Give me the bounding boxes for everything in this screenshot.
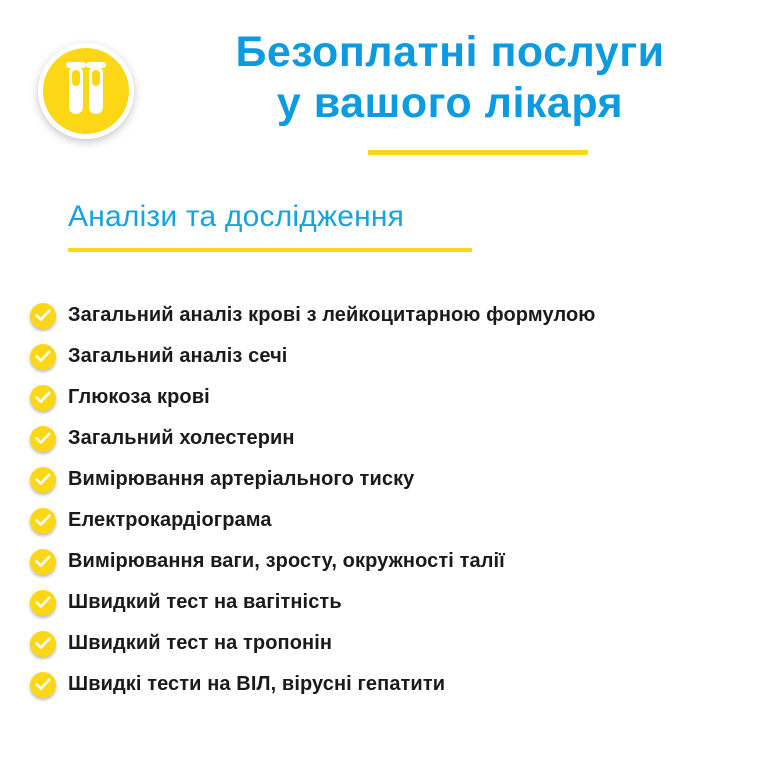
check-circle-icon xyxy=(30,426,56,452)
list-item xyxy=(30,336,745,377)
test-tubes-icon xyxy=(43,48,129,134)
list-item xyxy=(30,623,745,664)
check-circle-icon xyxy=(30,303,56,329)
list-item-label: Вимірювання ваги, зросту, окружності талії xyxy=(68,550,505,572)
check-circle-icon xyxy=(30,590,56,616)
title-line-2: у вашого лікаря xyxy=(276,79,624,128)
list-item-label: Швидкий тест на вагітність xyxy=(68,591,342,613)
list-item xyxy=(30,582,745,623)
title-line-1: Безоплатні послуги xyxy=(235,28,665,76)
check-circle-icon xyxy=(30,508,56,534)
section-title: Аналізи та дослідження xyxy=(68,200,405,233)
title-underline xyxy=(368,150,588,155)
list-item-label: Загальний аналіз сечі xyxy=(68,345,288,367)
list-item xyxy=(30,377,745,418)
list-item-label: Електрокардіограма xyxy=(68,509,272,531)
check-circle-icon xyxy=(30,385,56,411)
list-item-label: Загальний холестерин xyxy=(68,427,295,449)
page-title xyxy=(150,28,750,129)
list-item xyxy=(30,664,745,705)
header xyxy=(0,18,765,168)
section-heading xyxy=(68,200,472,252)
list-item xyxy=(30,418,745,459)
list-item xyxy=(30,541,745,582)
check-circle-icon xyxy=(30,631,56,657)
section-underline xyxy=(68,248,472,252)
list-item-label: Глюкоза крові xyxy=(68,386,210,408)
list-item xyxy=(30,500,745,541)
list-item xyxy=(30,295,745,336)
check-circle-icon xyxy=(30,344,56,370)
list-item-label: Швидкий тест на тропонін xyxy=(68,632,333,654)
check-circle-icon xyxy=(30,467,56,493)
services-list xyxy=(30,295,745,705)
check-circle-icon xyxy=(30,672,56,698)
logo-badge xyxy=(38,43,134,139)
list-item-label: Загальний аналіз крові з лейкоцитарною формулою xyxy=(68,304,596,326)
list-item-label: Вимірювання артеріального тиску xyxy=(68,468,415,490)
list-item xyxy=(30,459,745,500)
check-circle-icon xyxy=(30,549,56,575)
list-item-label: Швидкі тести на ВІЛ, вірусні гепатити xyxy=(68,673,446,695)
